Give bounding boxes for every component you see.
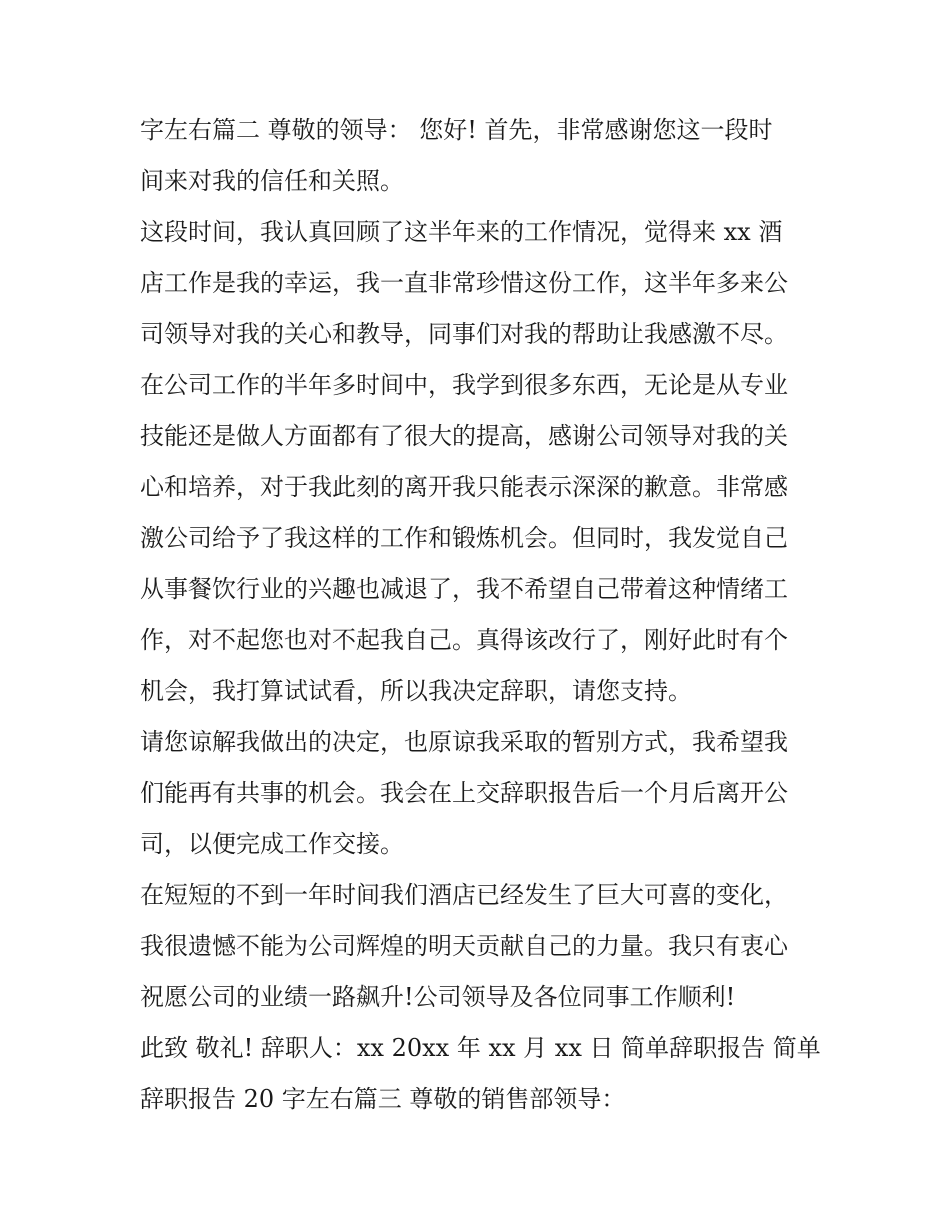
text-line: 司领导对我的关心和教导，同事们对我的帮助让我感激不尽。 xyxy=(140,320,788,348)
text-line: 从事餐饮行业的兴趣也减退了，我不希望自己带着这种情绪工 xyxy=(140,575,788,603)
text-line: 辞职报告 20 字左右篇三 尊敬的销售部领导： xyxy=(140,1085,626,1113)
text-line: 司，以便完成工作交接。 xyxy=(140,830,404,858)
text-line: 在短短的不到一年时间我们酒店已经发生了巨大可喜的变化， xyxy=(140,881,788,909)
text-line: 间来对我的信任和关照。 xyxy=(140,167,404,195)
text-line: 这段时间，我认真回顾了这半年来的工作情况，觉得来 xx 酒 xyxy=(140,218,783,246)
text-line: 作，对不起您也对不起我自己。真得该改行了，刚好此时有个 xyxy=(140,626,788,654)
text-line: 激公司给予了我这样的工作和锻炼机会。但同时，我发觉自己 xyxy=(140,524,788,552)
text-line: 店工作是我的幸运，我一直非常珍惜这份工作，这半年多来公 xyxy=(140,269,788,297)
text-line: 我很遗憾不能为公司辉煌的明天贡献自己的力量。我只有衷心 xyxy=(140,932,788,960)
document-body xyxy=(140,105,820,1125)
text-line: 技能还是做人方面都有了很大的提高，感谢公司领导对我的关 xyxy=(140,422,788,450)
text-line: 机会，我打算试试看，所以我决定辞职，请您支持。 xyxy=(140,677,692,705)
text-line: 心和培养，对于我此刻的离开我只能表示深深的歉意。非常感 xyxy=(140,473,788,501)
text-line: 此致 敬礼! 辞职人：xx 20xx 年 xx 月 xx 日 简单辞职报告 简单 xyxy=(140,1034,821,1062)
text-line: 们能再有共事的机会。我会在上交辞职报告后一个月后离开公 xyxy=(140,779,788,807)
text-line: 字左右篇二 尊敬的领导： 您好! 首先，非常感谢您这一段时 xyxy=(140,116,773,144)
text-line: 祝愿公司的业绩一路飙升!公司领导及各位同事工作顺利! xyxy=(140,983,736,1011)
text-line: 在公司工作的半年多时间中，我学到很多东西，无论是从专业 xyxy=(140,371,788,399)
text-line: 请您谅解我做出的决定，也原谅我采取的暂别方式，我希望我 xyxy=(140,728,788,756)
